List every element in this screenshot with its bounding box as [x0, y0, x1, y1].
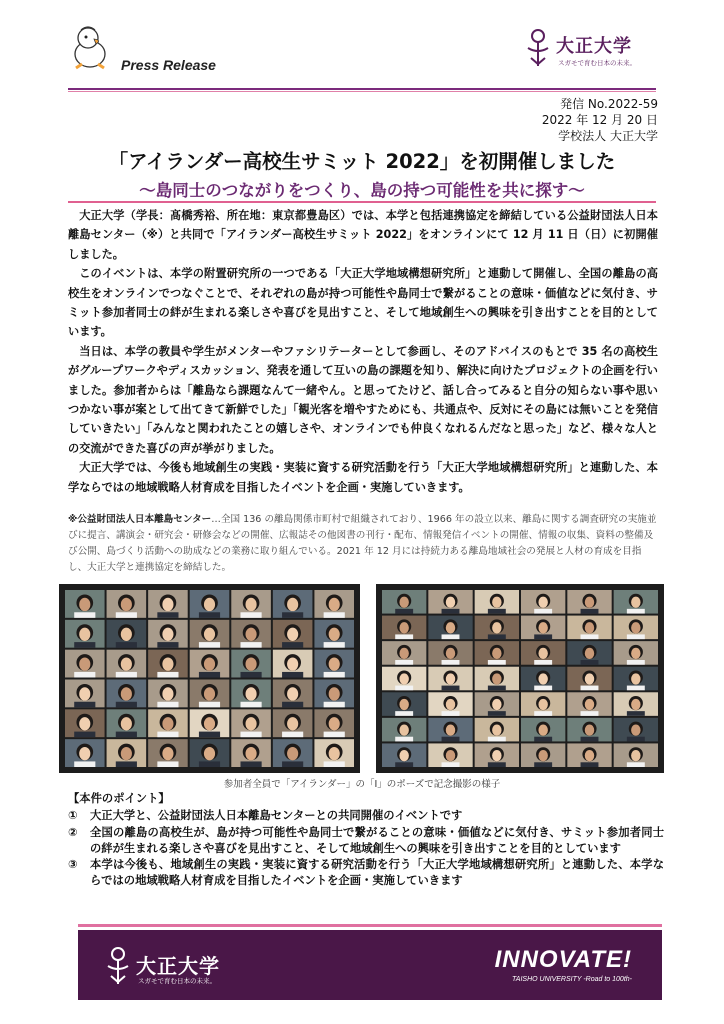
participant-tile: [190, 590, 230, 618]
participant-tile: [231, 680, 271, 708]
header-divider-accent: [68, 91, 656, 92]
footnote-text: …全国 136 の離島関係市町村で組織されており、1966 年の設立以来、離島に関する調査研究の実施並びに提言、講演会・研究会・研修会などの開催、広報誌その他図書の刊行・配布、情報発信イベントの開催、情報の収集、資料の整備及び公開、島づくり活動への助成などの業務に取り組んでいる。2021 年 12 月には持続力ある離島地域社会の発展と人材の育成を目指し、大正大学と連携協定を締結した。: [68, 514, 657, 573]
participant-tile: [567, 641, 611, 665]
key-points-heading: 【本件のポイント】: [68, 792, 170, 805]
participant-tile: [65, 620, 105, 648]
participant-tile: [382, 641, 426, 665]
participant-tile: [567, 692, 611, 716]
key-point-item: [68, 825, 664, 858]
participant-tile: [314, 709, 354, 737]
participant-tile: [521, 718, 565, 742]
participant-tile: [614, 641, 658, 665]
participant-tile: [521, 590, 565, 614]
participant-tile: [314, 680, 354, 708]
participant-tile: [567, 718, 611, 742]
participant-tile: [231, 709, 271, 737]
footnote: [68, 512, 658, 576]
participant-tile: [428, 641, 472, 665]
participant-tile: [614, 667, 658, 691]
title-underline: [68, 201, 656, 203]
page-subtitle: ～島同士のつながりをつくり、島の持つ可能性を共に探す～: [139, 181, 585, 200]
participant-tile: [475, 692, 519, 716]
participant-tile: [521, 743, 565, 767]
university-tagline: スガモで育む日本の未来。: [558, 59, 636, 67]
body-paragraph: 当日は、本学の教員や学生がメンターやファシリテーターとして参画し、そのアドバイスのもとで 35 名の高校生がグループワークやディスカッション、発表を通して互いの島の課題を知り、解決に向けたプロジェクトの企画を行いました。参加者からは「離島なら課題なんて一緒やん。と思ってたけど、話し合ってみると自分の知らない事や思いつかない事が案として出てきて新鮮でした」「観光客を増やすためにも、共通点や、反対にその島には無いことを発信していきたい」「みんなと関われたことの嬉しさや、オンラインでも仲良くなれるんだなと思った」など、様々な人との交流ができた喜びの声が挙がりました。: [68, 344, 658, 455]
participant-tile: [382, 590, 426, 614]
participant-tile: [428, 616, 472, 640]
participant-tile: [428, 667, 472, 691]
university-emblem-icon: [524, 28, 552, 70]
key-point-number: ②: [68, 825, 78, 839]
participant-tile: [190, 650, 230, 678]
header-divider: [68, 88, 656, 90]
university-emblem-icon: [104, 946, 132, 988]
participant-tile: [382, 667, 426, 691]
key-point-number: ③: [68, 858, 78, 872]
participant-tile: [148, 680, 188, 708]
participant-tile: [314, 739, 354, 767]
body-text: [68, 206, 658, 497]
key-point-text: 全国の離島の高校生が、島が持つ可能性や島同士で繋がることの意味・価値などに気付き、サミット参加者同士の絆が生まれる楽しさや喜びを見出すこと、そして地域創生への興味を引き出すことを目的としています: [90, 825, 664, 855]
participant-tile: [190, 739, 230, 767]
participant-tile: [190, 709, 230, 737]
participant-tile: [273, 709, 313, 737]
release-date: 2022 年 12 月 20 日: [541, 113, 658, 127]
participant-tile: [65, 709, 105, 737]
participant-tile: [107, 739, 147, 767]
participant-tile: [148, 739, 188, 767]
participant-tile: [475, 590, 519, 614]
participant-tile: [475, 616, 519, 640]
participant-tile: [65, 680, 105, 708]
participant-tile: [273, 739, 313, 767]
footnote-label: ※公益財団法人日本離島センター: [68, 514, 212, 525]
university-name: 大正大学: [556, 36, 632, 57]
participant-tile: [273, 620, 313, 648]
participant-tile: [614, 692, 658, 716]
footer-banner: [78, 930, 662, 1000]
participant-tile: [382, 718, 426, 742]
doc-number: 発信 No.2022-59: [560, 97, 658, 111]
footer-university-name: 大正大学: [136, 954, 220, 978]
participant-tile: [521, 667, 565, 691]
participant-tile: [475, 718, 519, 742]
photo-caption: 参加者全員で「アイランダー」の「I」のポーズで記念撮影の様子: [223, 779, 501, 790]
participant-tile: [428, 718, 472, 742]
participant-tile: [314, 650, 354, 678]
participant-tile: [107, 680, 147, 708]
participant-tile: [231, 590, 271, 618]
page-title: 「アイランダー高校生サミット 2022」を初開催しました: [108, 150, 616, 173]
participant-tile: [107, 590, 147, 618]
key-point-item: [68, 857, 664, 890]
key-point-text: 本学は今後も、地域創生の実践・実装に資する研究活動を行う「大正大学地域構想研究所」と連動した、本学ならではの地域戦略人材育成を目指したイベントを企画・実施していきます: [90, 858, 664, 888]
group-photo-right: [376, 584, 664, 773]
participant-tile: [314, 590, 354, 618]
participant-tile: [428, 692, 472, 716]
innovate-logo: INNOVATE!: [494, 946, 632, 973]
body-paragraph: このイベントは、本学の附置研究所の一つである「大正大学地域構想研究所」と連動して開催し、全国の離島の高校生をオンラインでつなぐことで、それぞれの島が持つ可能性や島同士で繋がることの意味・価値などに気付き、サミット参加者同士の絆が生まれる楽しさや喜びを見出すこと、そして地域創生への興味を引き出すことを目的としています。: [68, 267, 658, 339]
innovate-subtitle: TAISHO UNIVERSITY -Road to 100th-: [512, 976, 632, 983]
participant-tile: [614, 743, 658, 767]
participant-tile: [148, 590, 188, 618]
key-point-item: [68, 808, 664, 824]
participant-tile: [65, 590, 105, 618]
participant-tile: [567, 743, 611, 767]
participant-tile: [567, 667, 611, 691]
key-points: [68, 791, 664, 890]
group-photo-left: [59, 584, 360, 773]
participant-tile: [273, 650, 313, 678]
participant-tile: [65, 739, 105, 767]
participant-tile: [148, 620, 188, 648]
participant-tile: [521, 641, 565, 665]
participant-tile: [614, 718, 658, 742]
participant-tile: [107, 620, 147, 648]
participant-tile: [475, 667, 519, 691]
participant-tile: [382, 743, 426, 767]
body-paragraph: 大正大学では、今後も地域創生の実践・実装に資する研究活動を行う「大正大学地域構想研究所」と連動した、本学ならではの地域戦略人材育成を目指したイベントを企画・実施していきます。: [68, 461, 658, 494]
footer-university-tagline: スガモで育む日本の未来。: [138, 977, 216, 985]
participant-tile: [231, 739, 271, 767]
participant-tile: [614, 616, 658, 640]
participant-tile: [428, 743, 472, 767]
participant-tile: [273, 590, 313, 618]
participant-tile: [567, 590, 611, 614]
participant-tile: [382, 616, 426, 640]
participant-tile: [428, 590, 472, 614]
footer-university-logo: [104, 944, 274, 988]
footer-divider: [78, 924, 662, 927]
participant-tile: [382, 692, 426, 716]
participant-tile: [567, 616, 611, 640]
participant-tile: [231, 620, 271, 648]
key-point-text: 大正大学と、公益財団法人日本離島センターとの共同開催のイベントです: [90, 809, 463, 823]
participant-tile: [521, 616, 565, 640]
press-release-label: Press Release: [121, 57, 216, 73]
participant-tile: [190, 620, 230, 648]
participant-tile: [65, 650, 105, 678]
university-logo: [524, 28, 654, 72]
key-point-number: ①: [68, 809, 78, 823]
participant-tile: [190, 680, 230, 708]
participant-tile: [614, 590, 658, 614]
participant-tile: [148, 650, 188, 678]
participant-tile: [521, 692, 565, 716]
participant-tile: [273, 680, 313, 708]
participant-tile: [475, 641, 519, 665]
participant-tile: [231, 650, 271, 678]
participant-tile: [107, 709, 147, 737]
participant-tile: [314, 620, 354, 648]
body-paragraph: 大正大学（学長：髙橋秀裕、所在地：東京都豊島区）では、本学と包括連携協定を締結している公益財団法人日本離島センター（※）と共同で「アイランダー高校生サミット 2022」をオンラインにて 12 月 11 日（日）に初開催しました。: [68, 209, 658, 261]
duck-mascot-icon: [68, 24, 112, 72]
participant-tile: [107, 650, 147, 678]
participant-tile: [148, 709, 188, 737]
issuer: 学校法人 大正大学: [558, 129, 658, 143]
participant-tile: [475, 743, 519, 767]
